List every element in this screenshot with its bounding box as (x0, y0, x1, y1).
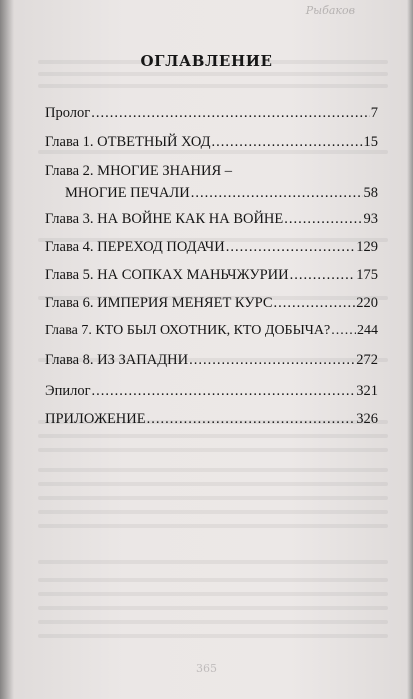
dot-leader (226, 238, 356, 256)
toc-entry-label-continued: МНОГИЕ ПЕЧАЛИ (65, 185, 190, 201)
toc-entry-chapter-5[interactable] (45, 266, 378, 284)
show-through-line (38, 482, 388, 486)
toc-entry-chapter-4[interactable] (45, 238, 378, 256)
toc-entry-page-number: 220 (356, 295, 378, 311)
dot-leader (92, 382, 356, 400)
show-through-line (38, 496, 388, 500)
show-through-line (38, 592, 388, 596)
dot-leader (290, 266, 356, 284)
show-through-line (38, 620, 388, 624)
dot-leader (284, 210, 362, 228)
toc-entry-label: Глава 2. МНОГИЕ ЗНАНИЯ – (45, 163, 233, 179)
toc-entry-page-number: 15 (363, 134, 378, 150)
toc-entry-chapter-3[interactable] (45, 210, 378, 228)
toc-entry-label: Глава 8. ИЗ ЗАПАДНИ (45, 352, 189, 368)
show-through-line (38, 468, 388, 472)
dot-leader (189, 351, 355, 369)
toc-entry-prologue[interactable] (45, 104, 378, 122)
toc-entry-page-number: 129 (356, 239, 378, 255)
dot-leader (91, 104, 370, 122)
running-head: Рыбаков (305, 4, 355, 17)
toc-entry-label: Глава 1. ОТВЕТНЫЙ ХОД (45, 134, 211, 150)
toc-entry-chapter-8[interactable] (45, 351, 378, 369)
toc-entry-appendix[interactable] (45, 410, 378, 428)
page-folio: 365 (196, 662, 217, 675)
toc-entry-page-number: 321 (356, 383, 378, 399)
toc-entry-page-number: 93 (363, 211, 378, 227)
toc-entry-label: Эпилог (45, 383, 91, 399)
spine-shadow (0, 0, 14, 699)
dot-leader (274, 294, 356, 312)
toc-entry-label: Глава 3. НА ВОЙНЕ КАК НА ВОЙНЕ (45, 211, 284, 227)
show-through-line (38, 72, 388, 76)
toc-entry-label: Глава 4. ПЕРЕХОД ПОДАЧИ (45, 239, 225, 255)
page-edge-shadow (407, 0, 413, 699)
show-through-line (38, 524, 388, 528)
toc-entry-chapter-7[interactable] (45, 322, 378, 340)
show-through-line (38, 578, 388, 582)
toc-entry-page-number: 326 (356, 411, 378, 427)
show-through-line (38, 560, 388, 564)
toc-entry-label: Глава 5. НА СОПКАХ МАНЬЧЖУРИИ (45, 267, 289, 283)
toc-entry-chapter-2[interactable] (45, 162, 378, 202)
dot-leader (331, 322, 356, 340)
toc-entry-label: ПРИЛОЖЕНИЕ (45, 411, 146, 427)
table-of-contents (45, 104, 378, 428)
toc-entry-label: Пролог (45, 105, 91, 121)
toc-entry-label: Глава 7. КТО БЫЛ ОХОТНИК, КТО ДОБЫЧА? (45, 323, 331, 338)
show-through-line (38, 606, 388, 610)
toc-entry-label: Глава 6. ИМПЕРИЯ МЕНЯЕТ КУРС (45, 295, 273, 311)
toc-entry-chapter-6[interactable] (45, 294, 378, 312)
show-through-line (38, 84, 388, 88)
dot-leader (191, 184, 363, 202)
dot-leader (211, 133, 362, 151)
toc-entry-page-number: 58 (363, 185, 378, 201)
dot-leader (147, 410, 356, 428)
toc-entry-page-number: 244 (357, 323, 378, 338)
toc-entry-chapter-1[interactable] (45, 133, 378, 151)
page-title: ОГЛАВЛЕНИЕ (140, 52, 273, 70)
toc-entry-page-number: 272 (356, 352, 378, 368)
toc-entry-epilogue[interactable] (45, 382, 378, 400)
show-through-line (38, 510, 388, 514)
toc-entry-page-number: 7 (370, 105, 378, 121)
show-through-line (38, 434, 388, 438)
toc-entry-page-number: 175 (356, 267, 378, 283)
show-through-line (38, 634, 388, 638)
show-through-line (38, 448, 388, 452)
